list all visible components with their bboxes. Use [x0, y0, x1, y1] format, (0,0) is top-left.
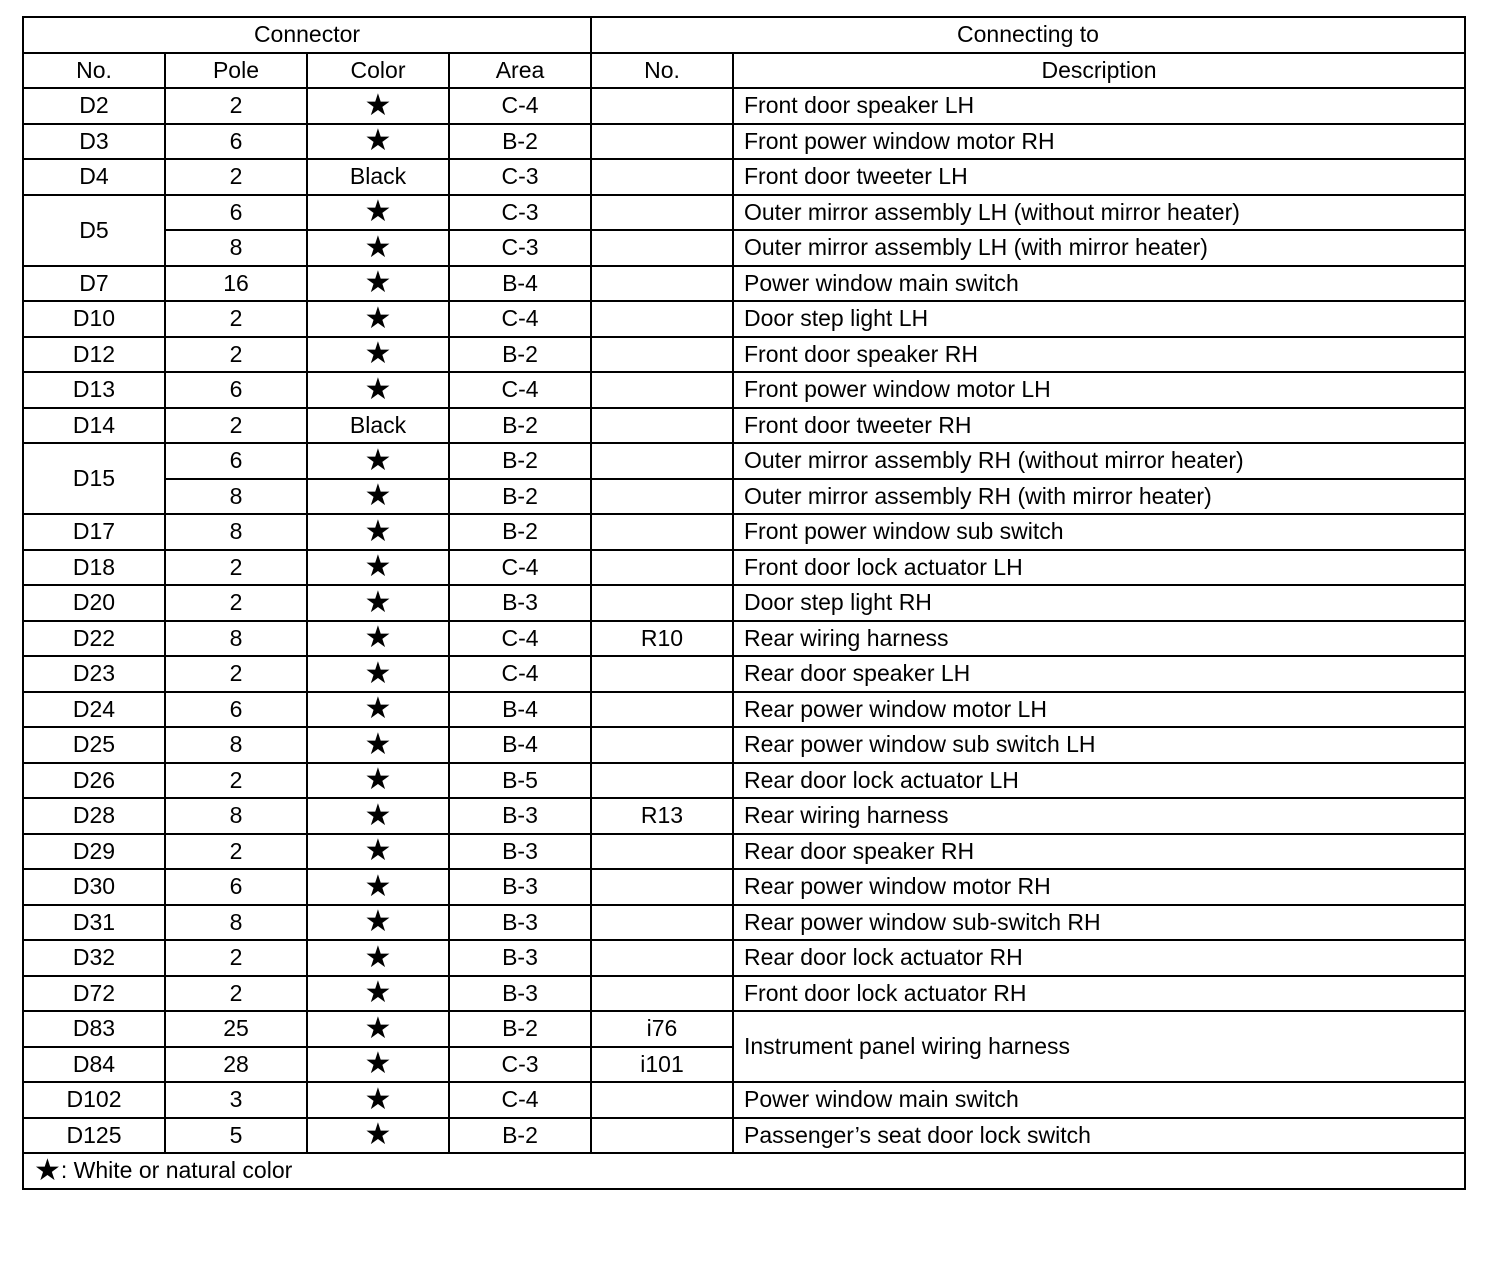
col-header-description: Description	[733, 53, 1465, 89]
connector-no: D26	[23, 763, 165, 799]
description: Power window main switch	[733, 266, 1465, 302]
connector-no: D23	[23, 656, 165, 692]
pole-count: 2	[165, 940, 307, 976]
star-icon: ★	[307, 905, 449, 941]
description: Rear power window motor RH	[733, 869, 1465, 905]
connector-no: D83	[23, 1011, 165, 1047]
area-code: B-4	[449, 727, 591, 763]
description: Front door speaker LH	[733, 88, 1465, 124]
connector-no: D15	[23, 443, 165, 514]
pole-count: 8	[165, 621, 307, 657]
pole-count: 2	[165, 337, 307, 373]
description: Front power window motor LH	[733, 372, 1465, 408]
area-code: C-4	[449, 88, 591, 124]
connecting-no	[591, 372, 733, 408]
description: Front door tweeter LH	[733, 159, 1465, 195]
description: Power window main switch	[733, 1082, 1465, 1118]
table-row	[23, 266, 1465, 302]
connector-no: D2	[23, 88, 165, 124]
table-row	[23, 337, 1465, 373]
connecting-no	[591, 656, 733, 692]
table-row	[23, 905, 1465, 941]
col-header-color: Color	[307, 53, 449, 89]
connector-no: D22	[23, 621, 165, 657]
area-code: B-3	[449, 976, 591, 1012]
table-row	[23, 869, 1465, 905]
connector-no: D14	[23, 408, 165, 444]
connector-no: D31	[23, 905, 165, 941]
table-row	[23, 727, 1465, 763]
star-icon: ★	[307, 301, 449, 337]
connector-color: Black	[307, 159, 449, 195]
pole-count: 2	[165, 834, 307, 870]
connecting-no	[591, 408, 733, 444]
table-row	[23, 656, 1465, 692]
pole-count: 2	[165, 976, 307, 1012]
area-code: B-3	[449, 940, 591, 976]
description: Front door speaker RH	[733, 337, 1465, 373]
description: Front door lock actuator LH	[733, 550, 1465, 586]
area-code: B-2	[449, 479, 591, 515]
table-row	[23, 692, 1465, 728]
connector-no: D72	[23, 976, 165, 1012]
star-icon: ★	[34, 1153, 61, 1187]
table-row	[23, 301, 1465, 337]
connecting-no	[591, 585, 733, 621]
description: Front power window sub switch	[733, 514, 1465, 550]
connector-no: D13	[23, 372, 165, 408]
description: Passenger’s seat door lock switch	[733, 1118, 1465, 1154]
connecting-no	[591, 1082, 733, 1118]
pole-count: 8	[165, 230, 307, 266]
connector-color: Black	[307, 408, 449, 444]
pole-count: 2	[165, 585, 307, 621]
connecting-no	[591, 905, 733, 941]
table-row	[23, 372, 1465, 408]
area-code: B-4	[449, 266, 591, 302]
description: Rear power window sub switch LH	[733, 727, 1465, 763]
connector-no: D32	[23, 940, 165, 976]
description: Door step light LH	[733, 301, 1465, 337]
connecting-no	[591, 550, 733, 586]
connecting-no: i76	[591, 1011, 733, 1047]
pole-count: 28	[165, 1047, 307, 1083]
table-row	[23, 159, 1465, 195]
description: Rear wiring harness	[733, 798, 1465, 834]
star-icon: ★	[307, 656, 449, 692]
area-code: C-4	[449, 1082, 591, 1118]
star-icon: ★	[307, 443, 449, 479]
connecting-no	[591, 230, 733, 266]
col-header-no: No.	[23, 53, 165, 89]
pole-count: 2	[165, 550, 307, 586]
pole-count: 6	[165, 443, 307, 479]
description: Rear door speaker LH	[733, 656, 1465, 692]
connector-no: D18	[23, 550, 165, 586]
pole-count: 5	[165, 1118, 307, 1154]
connector-no: D12	[23, 337, 165, 373]
area-code: B-2	[449, 514, 591, 550]
connecting-no	[591, 763, 733, 799]
star-icon: ★	[307, 798, 449, 834]
area-code: C-4	[449, 550, 591, 586]
pole-count: 6	[165, 869, 307, 905]
description: Rear door lock actuator RH	[733, 940, 1465, 976]
connector-no: D29	[23, 834, 165, 870]
area-code: B-5	[449, 763, 591, 799]
star-icon: ★	[307, 585, 449, 621]
description: Rear door lock actuator LH	[733, 763, 1465, 799]
description: Rear wiring harness	[733, 621, 1465, 657]
connector-no: D102	[23, 1082, 165, 1118]
star-icon: ★	[307, 1011, 449, 1047]
connecting-no	[591, 514, 733, 550]
table-body	[23, 88, 1465, 1153]
area-code: B-2	[449, 1118, 591, 1154]
header-connector: Connector	[23, 17, 591, 53]
area-code: B-2	[449, 1011, 591, 1047]
star-icon: ★	[307, 727, 449, 763]
area-code: B-3	[449, 905, 591, 941]
description: Front door tweeter RH	[733, 408, 1465, 444]
description: Outer mirror assembly RH (without mirror heater)	[733, 443, 1465, 479]
connecting-no: i101	[591, 1047, 733, 1083]
header-connecting-to: Connecting to	[591, 17, 1465, 53]
connector-no: D125	[23, 1118, 165, 1154]
pole-count: 2	[165, 656, 307, 692]
description: Rear power window sub-switch RH	[733, 905, 1465, 941]
table-row	[23, 479, 1465, 515]
description: Rear power window motor LH	[733, 692, 1465, 728]
table-row	[23, 585, 1465, 621]
star-icon: ★	[307, 230, 449, 266]
col-header-to-no: No.	[591, 53, 733, 89]
connecting-no: R13	[591, 798, 733, 834]
star-icon: ★	[307, 266, 449, 302]
table-row	[23, 976, 1465, 1012]
pole-count: 8	[165, 798, 307, 834]
table-row	[23, 124, 1465, 160]
connecting-no	[591, 1118, 733, 1154]
description: Outer mirror assembly RH (with mirror heater)	[733, 479, 1465, 515]
table-row	[23, 550, 1465, 586]
connector-no: D5	[23, 195, 165, 266]
col-header-area: Area	[449, 53, 591, 89]
table-row	[23, 88, 1465, 124]
area-code: B-3	[449, 585, 591, 621]
col-header-pole: Pole	[165, 53, 307, 89]
table-row	[23, 763, 1465, 799]
connector-no: D25	[23, 727, 165, 763]
star-icon: ★	[307, 1047, 449, 1083]
table-row	[23, 195, 1465, 231]
pole-count: 6	[165, 124, 307, 160]
connector-no: D84	[23, 1047, 165, 1083]
area-code: C-4	[449, 301, 591, 337]
connector-no: D4	[23, 159, 165, 195]
star-icon: ★	[307, 940, 449, 976]
pole-count: 8	[165, 514, 307, 550]
area-code: B-4	[449, 692, 591, 728]
table-row	[23, 408, 1465, 444]
connecting-no	[591, 940, 733, 976]
area-code: B-3	[449, 834, 591, 870]
connecting-no	[591, 479, 733, 515]
star-icon: ★	[307, 763, 449, 799]
area-code: C-3	[449, 230, 591, 266]
area-code: C-4	[449, 621, 591, 657]
star-icon: ★	[307, 1118, 449, 1154]
table-row	[23, 940, 1465, 976]
star-icon: ★	[307, 337, 449, 373]
connecting-no	[591, 301, 733, 337]
connecting-no	[591, 195, 733, 231]
connector-no: D30	[23, 869, 165, 905]
pole-count: 8	[165, 727, 307, 763]
connector-no: D3	[23, 124, 165, 160]
description: Outer mirror assembly LH (with mirror heater)	[733, 230, 1465, 266]
connecting-no	[591, 692, 733, 728]
description: Door step light RH	[733, 585, 1465, 621]
pole-count: 6	[165, 372, 307, 408]
area-code: C-4	[449, 656, 591, 692]
table-row	[23, 230, 1465, 266]
pole-count: 2	[165, 88, 307, 124]
table-row	[23, 621, 1465, 657]
connecting-no	[591, 869, 733, 905]
legend-row	[23, 1153, 1465, 1189]
pole-count: 6	[165, 692, 307, 728]
pole-count: 6	[165, 195, 307, 231]
connecting-no	[591, 727, 733, 763]
table-row	[23, 1082, 1465, 1118]
pole-count: 8	[165, 479, 307, 515]
star-icon: ★	[307, 869, 449, 905]
description: Rear door speaker RH	[733, 834, 1465, 870]
pole-count: 2	[165, 408, 307, 444]
header-group-row	[23, 17, 1465, 53]
connector-table	[22, 16, 1466, 1190]
connector-no: D24	[23, 692, 165, 728]
area-code: B-3	[449, 869, 591, 905]
star-icon: ★	[307, 621, 449, 657]
connector-no: D20	[23, 585, 165, 621]
pole-count: 2	[165, 301, 307, 337]
connecting-no	[591, 88, 733, 124]
area-code: B-2	[449, 408, 591, 444]
star-icon: ★	[307, 1082, 449, 1118]
star-icon: ★	[307, 88, 449, 124]
connector-no: D28	[23, 798, 165, 834]
pole-count: 25	[165, 1011, 307, 1047]
connecting-no	[591, 443, 733, 479]
star-icon: ★	[307, 124, 449, 160]
area-code: B-2	[449, 124, 591, 160]
legend	[23, 1153, 1465, 1189]
star-icon: ★	[307, 834, 449, 870]
legend-text: : White or natural color	[60, 1156, 293, 1183]
area-code: B-2	[449, 337, 591, 373]
star-icon: ★	[307, 372, 449, 408]
area-code: C-3	[449, 159, 591, 195]
connecting-no	[591, 124, 733, 160]
table-row	[23, 514, 1465, 550]
pole-count: 2	[165, 763, 307, 799]
area-code: C-3	[449, 1047, 591, 1083]
star-icon: ★	[307, 195, 449, 231]
connecting-no: R10	[591, 621, 733, 657]
connector-no: D17	[23, 514, 165, 550]
table-row	[23, 834, 1465, 870]
table-row	[23, 1011, 1465, 1047]
table-row	[23, 1118, 1465, 1154]
area-code: B-3	[449, 798, 591, 834]
connector-no: D10	[23, 301, 165, 337]
description: Outer mirror assembly LH (without mirror heater)	[733, 195, 1465, 231]
star-icon: ★	[307, 550, 449, 586]
pole-count: 8	[165, 905, 307, 941]
connecting-no	[591, 159, 733, 195]
star-icon: ★	[307, 514, 449, 550]
connecting-no	[591, 337, 733, 373]
description: Front door lock actuator RH	[733, 976, 1465, 1012]
area-code: C-4	[449, 372, 591, 408]
description: Front power window motor RH	[733, 124, 1465, 160]
area-code: B-2	[449, 443, 591, 479]
description: Instrument panel wiring harness	[733, 1011, 1465, 1082]
connecting-no	[591, 834, 733, 870]
star-icon: ★	[307, 976, 449, 1012]
header-columns-row	[23, 53, 1465, 89]
pole-count: 16	[165, 266, 307, 302]
table-row	[23, 798, 1465, 834]
table-row	[23, 443, 1465, 479]
pole-count: 3	[165, 1082, 307, 1118]
connector-no: D7	[23, 266, 165, 302]
star-icon: ★	[307, 692, 449, 728]
connecting-no	[591, 266, 733, 302]
connecting-no	[591, 976, 733, 1012]
star-icon: ★	[307, 479, 449, 515]
pole-count: 2	[165, 159, 307, 195]
area-code: C-3	[449, 195, 591, 231]
